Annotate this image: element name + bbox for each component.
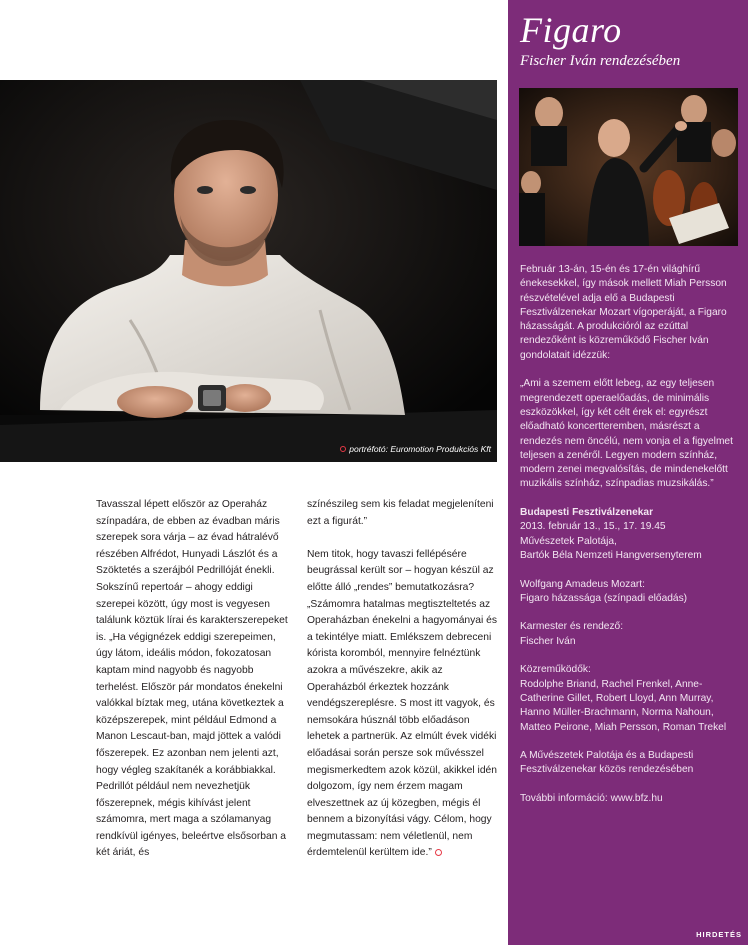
orchestra-illustration (519, 88, 738, 246)
organizers: A Művészetek Palotája és a Budapesti Fesztiválzenekar közös rendezésében (520, 750, 694, 776)
sidebar-body (520, 263, 742, 806)
conductor-name: Fischer Iván (520, 635, 576, 647)
credit-circle-icon (340, 446, 346, 452)
portrait-photo (0, 80, 497, 462)
end-mark-icon (435, 849, 442, 856)
photo-credit-text: portréfotó: Euromotion Produkciós Kft (349, 444, 491, 454)
cast-list: Rodolphe Briand, Rachel Frenkel, Anne-Catherine Gillet, Robert Lloyd, Ann Murray, Hanno Müller-Brachmann, Norma Nahoun, Matteo Peirone, Miah Persson, Roman Trekel (520, 678, 727, 733)
article-paragraph: Tavasszal lépett először az Operaház színpadára, de ebben az évadban máris szerepek sora várja – az évad hátralévő részében Alfrédot, Hunyadi Lászlót és a Szöktetés a szerájból Pedrillóját énekli. Sokszínű repertoár – ahogy eddigi szerepei között, úgy most is vegyesen találunk köztük lírai és karakterszerepeket is. „Ha végignézek eddigi szerepeimen, úgy látom, ideális módon, fokozatosan kaptam mind nagyobb és nagyobb terhelést. Először pár mondatos énekelni valókkal bíztak meg, utána következtek a középszerepek, mint például Edmond a Manon Lescaut-ban, majd jöttek a valódi főszerepek. Ez azonban nem jelenti azt, hogy végleg szakítanék a korábbiakkal. Pedrillót például nem nevezhetjük főszerepnek, mégis kihívást jelent számomra, mert maga a szólamanyag rendkívül igényes, beleértve elsősorban a két áriát, és (96, 499, 288, 859)
sidebar-intro: Február 13-án, 15-én és 17-én világhírű énekesekkel, így mások mellett Miah Persson részvételével adja elő a Budapesti Fesztiválzenekar Mozart vígoperáját, a Figaro házasságát. A produkcióról az ezúttal rendezőként is közreműködő Fischer Iván gondolatait idézzük: (520, 264, 727, 361)
sidebar-title: Figaro (520, 10, 622, 50)
schedule-venue: Művészetek Palotája, (520, 535, 617, 547)
cast-label: Közreműködők: (520, 664, 591, 676)
work-title: Figaro házassága (színpadi előadás) (520, 592, 688, 604)
schedule-hall: Bartók Béla Nemzeti Hangversenyterem (520, 549, 702, 561)
work-composer: Wolfgang Amadeus Mozart: (520, 578, 645, 590)
article-paragraph: színészileg sem kis feladat megjeleníteni ezt a figurát.” (307, 499, 494, 527)
article-paragraph-end (307, 547, 500, 862)
conductor-label: Karmester és rendező: (520, 621, 624, 633)
more-info: További információ: www.bfz.hu (520, 792, 663, 804)
sidebar-subtitle: Fischer Iván rendezésében (520, 53, 681, 69)
orchestra-photo (519, 88, 738, 246)
event-sidebar (508, 0, 748, 945)
photo-credit (340, 444, 491, 454)
schedule-date: 2013. február 13., 15., 17. 19.45 (520, 521, 666, 533)
article-column-left (96, 497, 289, 862)
portrait-illustration (0, 80, 497, 462)
article-paragraph-text: Nem titok, hogy tavaszi fellépésére beugrással került sor – hogyan készül az előtte álló „rendes” bemutatkozásra? „Számomra hatalmas megtiszteltetés az Operaházban énekelni a hagyományai és a tekintélye miatt. Emlékszem debreceni kórista koromból, mennyire felnéztünk azokra a művészekre, akik az Operaházból érkeztek hozzánk vendégszereplésre. S most itt vagyok, és nemsokára húsznál több előadáson lehetek a partnerük. Az elmúlt évek vidéki előadásai során persze sok művésszel megismerkedtem azok közül, akikkel idén dolgozom, így nem érzem magam elveszettnek az új közegben, mégis él bennem a bizonyítási vágy. Célom, hogy megmutassam: nem véletlenül, nem érdemtelenül kerültem ide.” (307, 548, 498, 859)
sidebar-quote: „Ami a szemem előtt lebeg, az egy teljesen megrendezett operaelőadás, de minimális eszközökkel, így két célt érek el: egyrészt előadható koncertteremben, másrészt a rendezés nem öncélú, nem vonja el a figyelmet teljesen a zenéről. Legyen modern színház, modern zenei megvalósítás, de mindenekelőtt muzikális színház, színpadias muzsikálás.” (520, 378, 733, 490)
sidebar-orchestra: Budapesti Fesztiválzenekar (520, 507, 654, 519)
advertisement-label: HIRDETÉS (696, 930, 742, 939)
article-column-right (307, 497, 500, 862)
